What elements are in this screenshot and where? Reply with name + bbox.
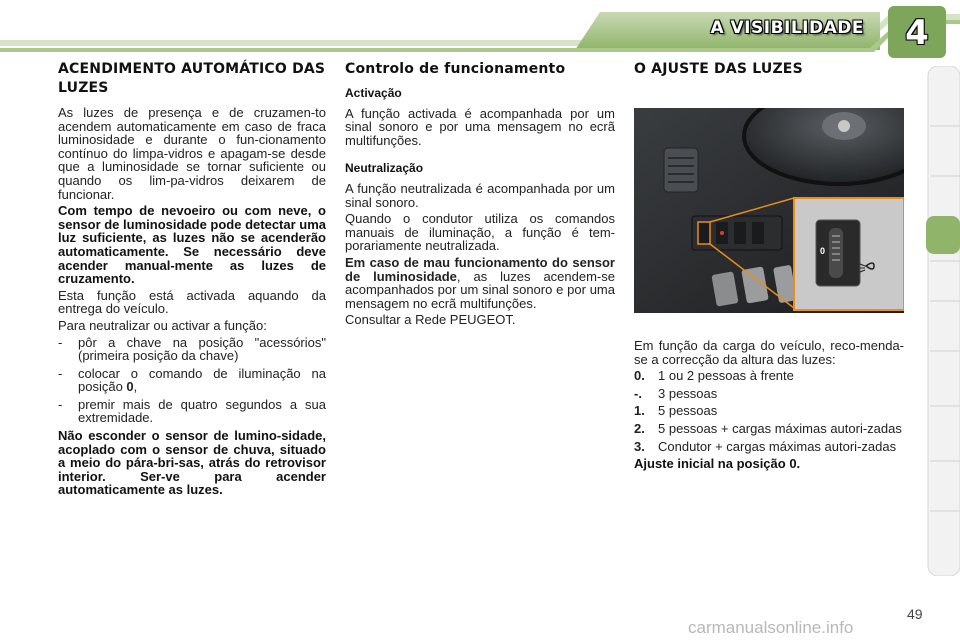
step-text-group [78, 367, 326, 394]
heading-function-control: Controlo de funcionamento [345, 61, 566, 77]
sensor-warning: Não esconder o sensor de lumino-sidade, acoplado com o sensor de chuva, situado a meio do pára-bri-sas, atrás do retrovisor interior. Ser-ve para acender automaticamente as luzes. [58, 428, 326, 498]
consult-dealer: Consultar a Rede PEUGEOT. [345, 312, 516, 328]
load-item [634, 404, 904, 418]
load-key: 3. [634, 438, 645, 454]
adjust-intro: Em função da carga do veículo, reco-menda-se a correcção da altura das luzes: [634, 338, 904, 367]
load-key: -. [634, 385, 642, 401]
step-dash: - [58, 396, 63, 412]
load-text: 5 pessoas + cargas máximas autori-zadas [658, 420, 902, 436]
activation-text: A função activada é acompanhada por um sinal sonoro e por uma mensagem no ecrã multifunções. [345, 105, 615, 148]
load-text: Condutor + cargas máximas autori-zadas [658, 438, 897, 454]
step-strong: 0 [126, 379, 134, 395]
load-item [634, 387, 904, 401]
load-text: 3 pessoas [658, 385, 718, 401]
step-text: pôr a chave na posição "acessórios" (primeira posição da chave) [78, 334, 326, 364]
chapter-tabs [926, 66, 960, 576]
heading-neutralization: Neutralização [345, 161, 424, 176]
load-item [634, 369, 904, 383]
manual-control-text: Quando o condutor utiliza os comandos manuais de iluminação, a função é tem-porariamente neutralizada. [345, 211, 615, 254]
load-text: 1 ou 2 pessoas à frente [658, 368, 794, 384]
step-text: colocar o comando de iluminação na posição [78, 365, 326, 395]
load-item [634, 422, 904, 436]
fault-strong: Em caso de mau funcionamento do sensor de luminosidade [345, 254, 615, 284]
step-item [58, 367, 326, 394]
heading-headlight-adjust: O AJUSTE DAS LUZES [634, 61, 803, 77]
step-dash: - [58, 365, 63, 381]
step-text: premir mais de quatro segundos a sua extremidade. [78, 396, 326, 426]
step-item [58, 398, 326, 425]
load-key: 0. [634, 368, 645, 384]
load-key: 1. [634, 403, 645, 419]
neutralization-text: A função neutralizada é acompanhada por um sinal sonoro. [345, 180, 615, 210]
fog-warning: Com tempo de nevoeiro ou com neve, o sensor de luminosidade pode detectar uma luz suficiente, as luzes não se acenderão automaticamente. Se necessário deve acender manual-mente as luzes de cruzamento. [58, 203, 327, 287]
step-dash: - [58, 334, 63, 350]
fault-rest: , as luzes acendem-se acompanhados por um sinal sonoro e por uma mensagem no ecrã multifunções. [345, 268, 615, 311]
column-auto-lights [58, 60, 326, 500]
watermark: carmanualsonline.info [688, 618, 854, 637]
load-text: 5 pessoas [658, 403, 718, 419]
load-item [634, 440, 904, 454]
section-title: A VISIBILIDADE [710, 18, 864, 38]
heading-auto-lights: ACENDIMENTO AUTOMÁTICO DAS LUZES [58, 61, 326, 96]
step-after: , [133, 379, 138, 395]
procedure-intro: Para neutralizar ou activar a função: [58, 317, 267, 333]
dashboard-photo [634, 108, 904, 313]
auto-lights-intro: As luzes de presença e de cruzamen-to acendem automaticamente em caso de fraca luminosidade e durante o fun-cionamento contínuo do limpa-vidros e apagam-se desde que a luminosidade se tornar suficiente ou quando os lim-pa-vidros deixarem de funcionar. [58, 105, 326, 202]
step-item [58, 336, 326, 363]
fault-paragraph [345, 256, 615, 310]
column-function-control [345, 60, 615, 330]
load-key: 2. [634, 420, 645, 436]
page-number: 49 [907, 606, 923, 622]
initial-setting: Ajuste inicial na posição 0. [634, 456, 801, 472]
chapter-number: 4 [905, 13, 929, 53]
heading-activation: Activação [345, 86, 402, 100]
activation-note: Esta função está activada aquando da entrega do veículo. [58, 287, 326, 317]
dial-zero-label: 0 [820, 246, 826, 256]
